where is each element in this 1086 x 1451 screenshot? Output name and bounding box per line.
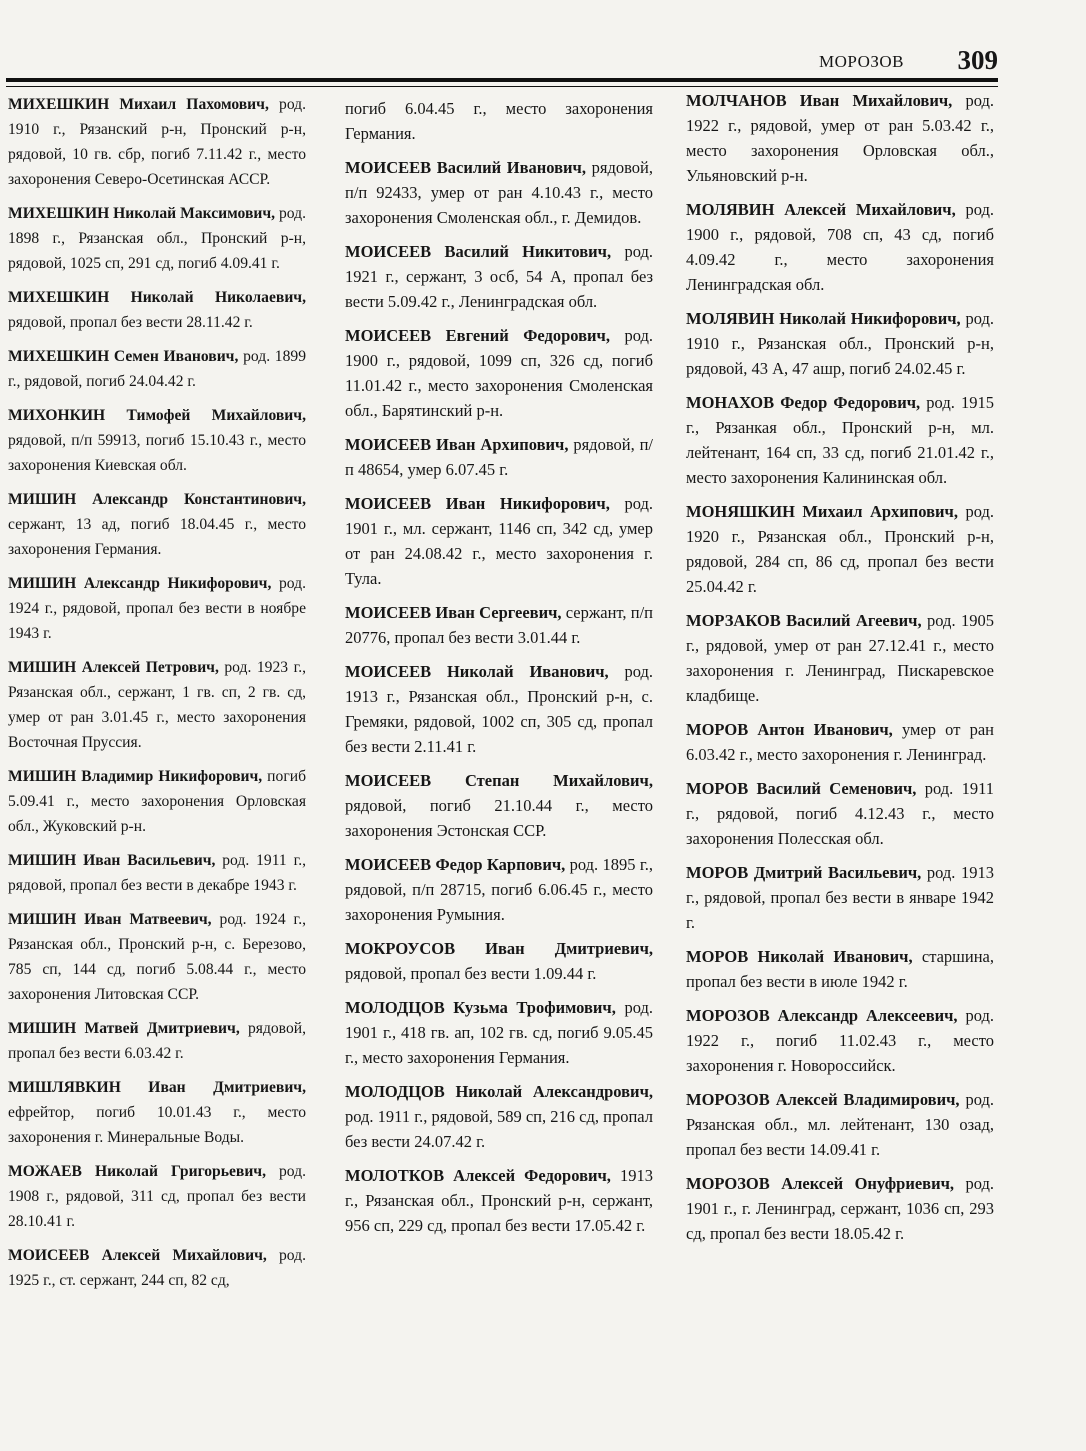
entry [8, 1075, 306, 1150]
entry [8, 1243, 306, 1293]
entry [345, 491, 653, 591]
entry-name: МОИСЕЕВ Федор Карпович, [345, 855, 566, 874]
entry-name: МОРОВ Дмитрий Васильевич, [686, 863, 922, 882]
entry-text: род. 1922 г., погиб 11.02.43 г., место захоронения г. Новороссийск. [686, 1006, 994, 1075]
entry [345, 155, 653, 230]
entry-name: МОРОВ Антон Иванович, [686, 720, 893, 739]
entry-text: рядовой, пропал без вести 1.09.44 г. [345, 964, 597, 983]
entry [686, 717, 994, 767]
entry-text: род. 1921 г., сержант, 3 осб, 54 А, пропал без вести 5.09.42 г., Ленинградская обл. [345, 242, 653, 311]
entry [345, 852, 653, 927]
entry-text: рядовой, погиб 21.10.44 г., место захоронения Эстонская ССР. [345, 796, 653, 840]
column-3 [686, 88, 994, 1255]
entry-name: МОРОЗОВ Александр Алексеевич, [686, 1006, 958, 1025]
running-head: МОРОЗОВ [819, 52, 904, 71]
entry-text: род. 1900 г., рядовой, 1099 сп, 326 сд, погиб 11.01.42 г., место захоронения Смоленская обл., Барятинский р-н. [345, 326, 653, 420]
page-header [0, 46, 1000, 80]
entry-text: род. 1913 г., рядовой, пропал без вести в январе 1942 г. [686, 863, 994, 932]
entry-text: род. 1925 г., ст. сержант, 244 сп, 82 сд, [8, 1247, 306, 1289]
entry-name: МОНАХОВ Федор Федорович, [686, 393, 921, 412]
entry-name: МОРОВ Василий Семенович, [686, 779, 917, 798]
entry [686, 88, 994, 188]
entry [8, 907, 306, 1007]
column-2 [345, 96, 653, 1247]
entry [8, 285, 306, 335]
entry-name: МИХЕШКИН Семен Иванович, [8, 348, 239, 365]
entry-name: МОРЗАКОВ Василий Агеевич, [686, 611, 922, 630]
text-columns [8, 92, 998, 1432]
entry-text: сержант, 13 ад, погиб 18.04.45 г., место захоронения Германия. [8, 516, 306, 558]
entry-text: род. 1924 г., Рязанская обл., Пронский р-н, с. Березово, 785 сп, 144 сд, погиб 5.08.44 г., место захоронения Литовская ССР. [8, 911, 306, 1003]
entry-name: МИХЕШКИН Николай Николаевич, [8, 289, 306, 306]
entry-name: МИШИН Матвей Дмитриевич, [8, 1020, 240, 1037]
entry [345, 96, 653, 146]
entry [8, 764, 306, 839]
entry-name: МИШИН Иван Матвеевич, [8, 911, 212, 928]
entry-text: ефрейтор, погиб 10.01.43 г., место захоронения г. Минеральные Воды. [8, 1104, 306, 1146]
entry-text: род. Рязанская обл., мл. лейтенант, 130 озад, пропал без вести 14.09.41 г. [686, 1090, 994, 1159]
entry [8, 344, 306, 394]
entry [8, 848, 306, 898]
entry-text: погиб 6.04.45 г., место захоронения Германия. [345, 99, 653, 143]
entry [686, 860, 994, 935]
entry-text: род. 1915 г., Рязанкая обл., Пронский р-н, мл. лейтенант, 164 сп, 33 сд, погиб 21.01.42 г., место захоронения Калининская обл. [686, 393, 994, 487]
entry-text: род. 1920 г., Рязанская обл., Пронский р-н, рядовой, 284 сп, 86 сд, пропал без вести 25.04.42 г. [686, 502, 994, 596]
entry-name: МОЛЧАНОВ Иван Михайлович, [686, 91, 953, 110]
entry-text: род. 1922 г., рядовой, умер от ран 5.03.42 г., место захоронения Орловская обл., Ульяновский р-н. [686, 91, 994, 185]
entry [686, 608, 994, 708]
entry-text: род. 1895 г., рядовой, п/п 28715, погиб 6.06.45 г., место захоронения Румыния. [345, 855, 654, 924]
header-rule-thick [6, 78, 998, 82]
entry [686, 1171, 994, 1246]
entry-name: МОИСЕЕВ Иван Сергеевич, [345, 603, 562, 622]
entry-text: 1913 г., Рязанская обл., Пронский р-н, сержант, 956 сп, 229 сд, пропал без вести 17.05.42 г. [345, 1166, 653, 1235]
entry-text: род. 1924 г., рядовой, пропал без вести в ноябре 1943 г. [8, 575, 306, 642]
entry [345, 936, 653, 986]
entry [345, 1079, 653, 1154]
entry-text: рядовой, п/п 59913, погиб 15.10.43 г., место захоронения Киевская обл. [8, 432, 306, 474]
entry-name: МОИСЕЕВ Евгений Федорович, [345, 326, 610, 345]
entry-text: рядовой, пропал без вести 28.11.42 г. [8, 314, 253, 331]
entry-name: МИШИН Александр Никифорович, [8, 575, 272, 592]
entry-text: род. 1901 г., 418 гв. ап, 102 гв. сд, погиб 9.05.45 г., место захоронения Германия. [345, 998, 653, 1067]
entry-text: род. 1901 г., мл. сержант, 1146 сп, 342 сд, умер от ран 24.08.42 г., место захоронения г. Тула. [345, 494, 654, 588]
entry [8, 487, 306, 562]
entry-text: род. 1900 г., рядовой, 708 сп, 43 сд, погиб 4.09.42 г., место захоронения Ленинградская обл. [686, 200, 995, 294]
entry-text: сержант, п/п 20776, пропал без вести 3.01.44 г. [345, 603, 653, 647]
entry-text: род. 1898 г., Рязанская обл., Пронский р-н, рядовой, 1025 сп, 291 сд, погиб 4.09.41 г. [8, 205, 306, 272]
entry-name: МОКРОУСОВ Иван Дмитриевич, [345, 939, 653, 958]
entry-name: МИШЛЯВКИН Иван Дмитриевич, [8, 1079, 306, 1096]
entry-name: МОИСЕЕВ Алексей Михайлович, [8, 1247, 267, 1264]
entry-name: МОИСЕЕВ Василий Иванович, [345, 158, 586, 177]
column-1 [8, 92, 306, 1302]
entry-text: старшина, пропал без вести в июле 1942 г. [686, 947, 994, 991]
entry-text: рядовой, п/п 92433, умер от ран 4.10.43 г., место захоронения Смоленская обл., г. Демидов. [345, 158, 653, 227]
entry [8, 92, 306, 192]
entry [345, 323, 653, 423]
entry-text: род. 1911 г., рядовой, пропал без вести в декабре 1943 г. [8, 852, 306, 894]
entry-text: погиб 5.09.41 г., место захоронения Орловская обл., Жуковский р-н. [8, 768, 307, 835]
entry [686, 197, 994, 297]
entry-name: МОЖАЕВ Николай Григорьевич, [8, 1163, 266, 1180]
entry [345, 432, 653, 482]
entry-name: МОЛЯВИН Алексей Михайлович, [686, 200, 956, 219]
entry-name: МОЛОТКОВ Алексей Федорович, [345, 1166, 611, 1185]
entry [686, 306, 994, 381]
entry-name: МИШИН Владимир Никифорович, [8, 768, 263, 785]
entry [345, 768, 653, 843]
entry-name: МИШИН Александр Константинович, [8, 491, 306, 508]
entry [345, 995, 653, 1070]
entry [345, 659, 653, 759]
entry [686, 776, 994, 851]
entry [8, 571, 306, 646]
entry [8, 1159, 306, 1234]
entry-name: МОИСЕЕВ Василий Никитович, [345, 242, 612, 261]
entry-name: МИХЕШКИН Михаил Пахомович, [8, 96, 269, 113]
entry-text: род. 1899 г., рядовой, погиб 24.04.42 г. [8, 348, 306, 390]
header-rule-thin [6, 86, 998, 87]
entry-name: МИХОНКИН Тимофей Михайлович, [8, 407, 306, 424]
entry-text: род. 1913 г., Рязанская обл., Пронский р-н, с. Гремяки, рядовой, 1002 сп, 305 сд, пропал без вести 2.11.41 г. [345, 662, 654, 756]
entry [345, 600, 653, 650]
entry-text: род. 1910 г., Рязанская обл., Пронский р-н, рядовой, 43 А, 47 ашр, погиб 24.02.45 г. [686, 309, 995, 378]
entry-text: род. 1905 г., рядовой, умер от ран 27.12.41 г., место захоронения г. Ленинград, Пискаревское кладбище. [686, 611, 995, 705]
entry-text: рядовой, пропал без вести 6.03.42 г. [8, 1020, 306, 1062]
entry [686, 390, 994, 490]
entry-name: МОИСЕЕВ Иван Никифорович, [345, 494, 610, 513]
entry-name: МОРОВ Николай Иванович, [686, 947, 913, 966]
entry-text: умер от ран 6.03.42 г., место захоронения г. Ленинград. [686, 720, 994, 764]
entry [345, 239, 653, 314]
entry-name: МОИСЕЕВ Степан Михайлович, [345, 771, 653, 790]
entry-name: МОНЯШКИН Михаил Архипович, [686, 502, 958, 521]
entry-text: род. 1910 г., Рязанский р-н, Пронский р-н, рядовой, 10 гв. сбр, погиб 7.11.42 г., место захоронения Северо-Осетинская АССР. [8, 96, 306, 188]
entry-name: МОЛЯВИН Николай Никифорович, [686, 309, 961, 328]
entry [8, 655, 306, 755]
entry [686, 1087, 994, 1162]
entry [8, 1016, 306, 1066]
entry [686, 944, 994, 994]
entry-name: МИШИН Иван Васильевич, [8, 852, 216, 869]
entry-text: род. 1911 г., рядовой, 589 сп, 216 сд, пропал без вести 24.07.42 г. [345, 1107, 653, 1151]
entry [686, 1003, 994, 1078]
entry-name: МИШИН Алексей Петрович, [8, 659, 219, 676]
entry-name: МОЛОДЦОВ Кузьма Трофимович, [345, 998, 616, 1017]
entry-name: МИХЕШКИН Николай Максимович, [8, 205, 276, 222]
entry [8, 403, 306, 478]
entry-name: МОРОЗОВ Алексей Онуфриевич, [686, 1174, 955, 1193]
entry-text: род. 1908 г., рядовой, 311 сд, пропал без вести 28.10.41 г. [8, 1163, 306, 1230]
entry-name: МОРОЗОВ Алексей Владимирович, [686, 1090, 960, 1109]
entry-text: род. 1901 г., г. Ленинград, сержант, 1036 сп, 293 сд, пропал без вести 18.05.42 г. [686, 1174, 995, 1243]
entry-name: МОИСЕЕВ Николай Иванович, [345, 662, 609, 681]
entry [686, 499, 994, 599]
entry-name: МОИСЕЕВ Иван Архипович, [345, 435, 569, 454]
entry-text: род. 1911 г., рядовой, погиб 4.12.43 г., место захоронения Полесская обл. [686, 779, 994, 848]
entry [345, 1163, 653, 1238]
entry-text: род. 1923 г., Рязанская обл., сержант, 1 гв. сп, 2 гв. сд, умер от ран 3.01.45 г., место захоронения Восточная Пруссия. [8, 659, 306, 751]
page-number: 309 [957, 45, 998, 75]
entry-name: МОЛОДЦОВ Николай Александрович, [345, 1082, 653, 1101]
entry-text: рядовой, п/п 48654, умер 6.07.45 г. [345, 435, 653, 479]
entry [8, 201, 306, 276]
